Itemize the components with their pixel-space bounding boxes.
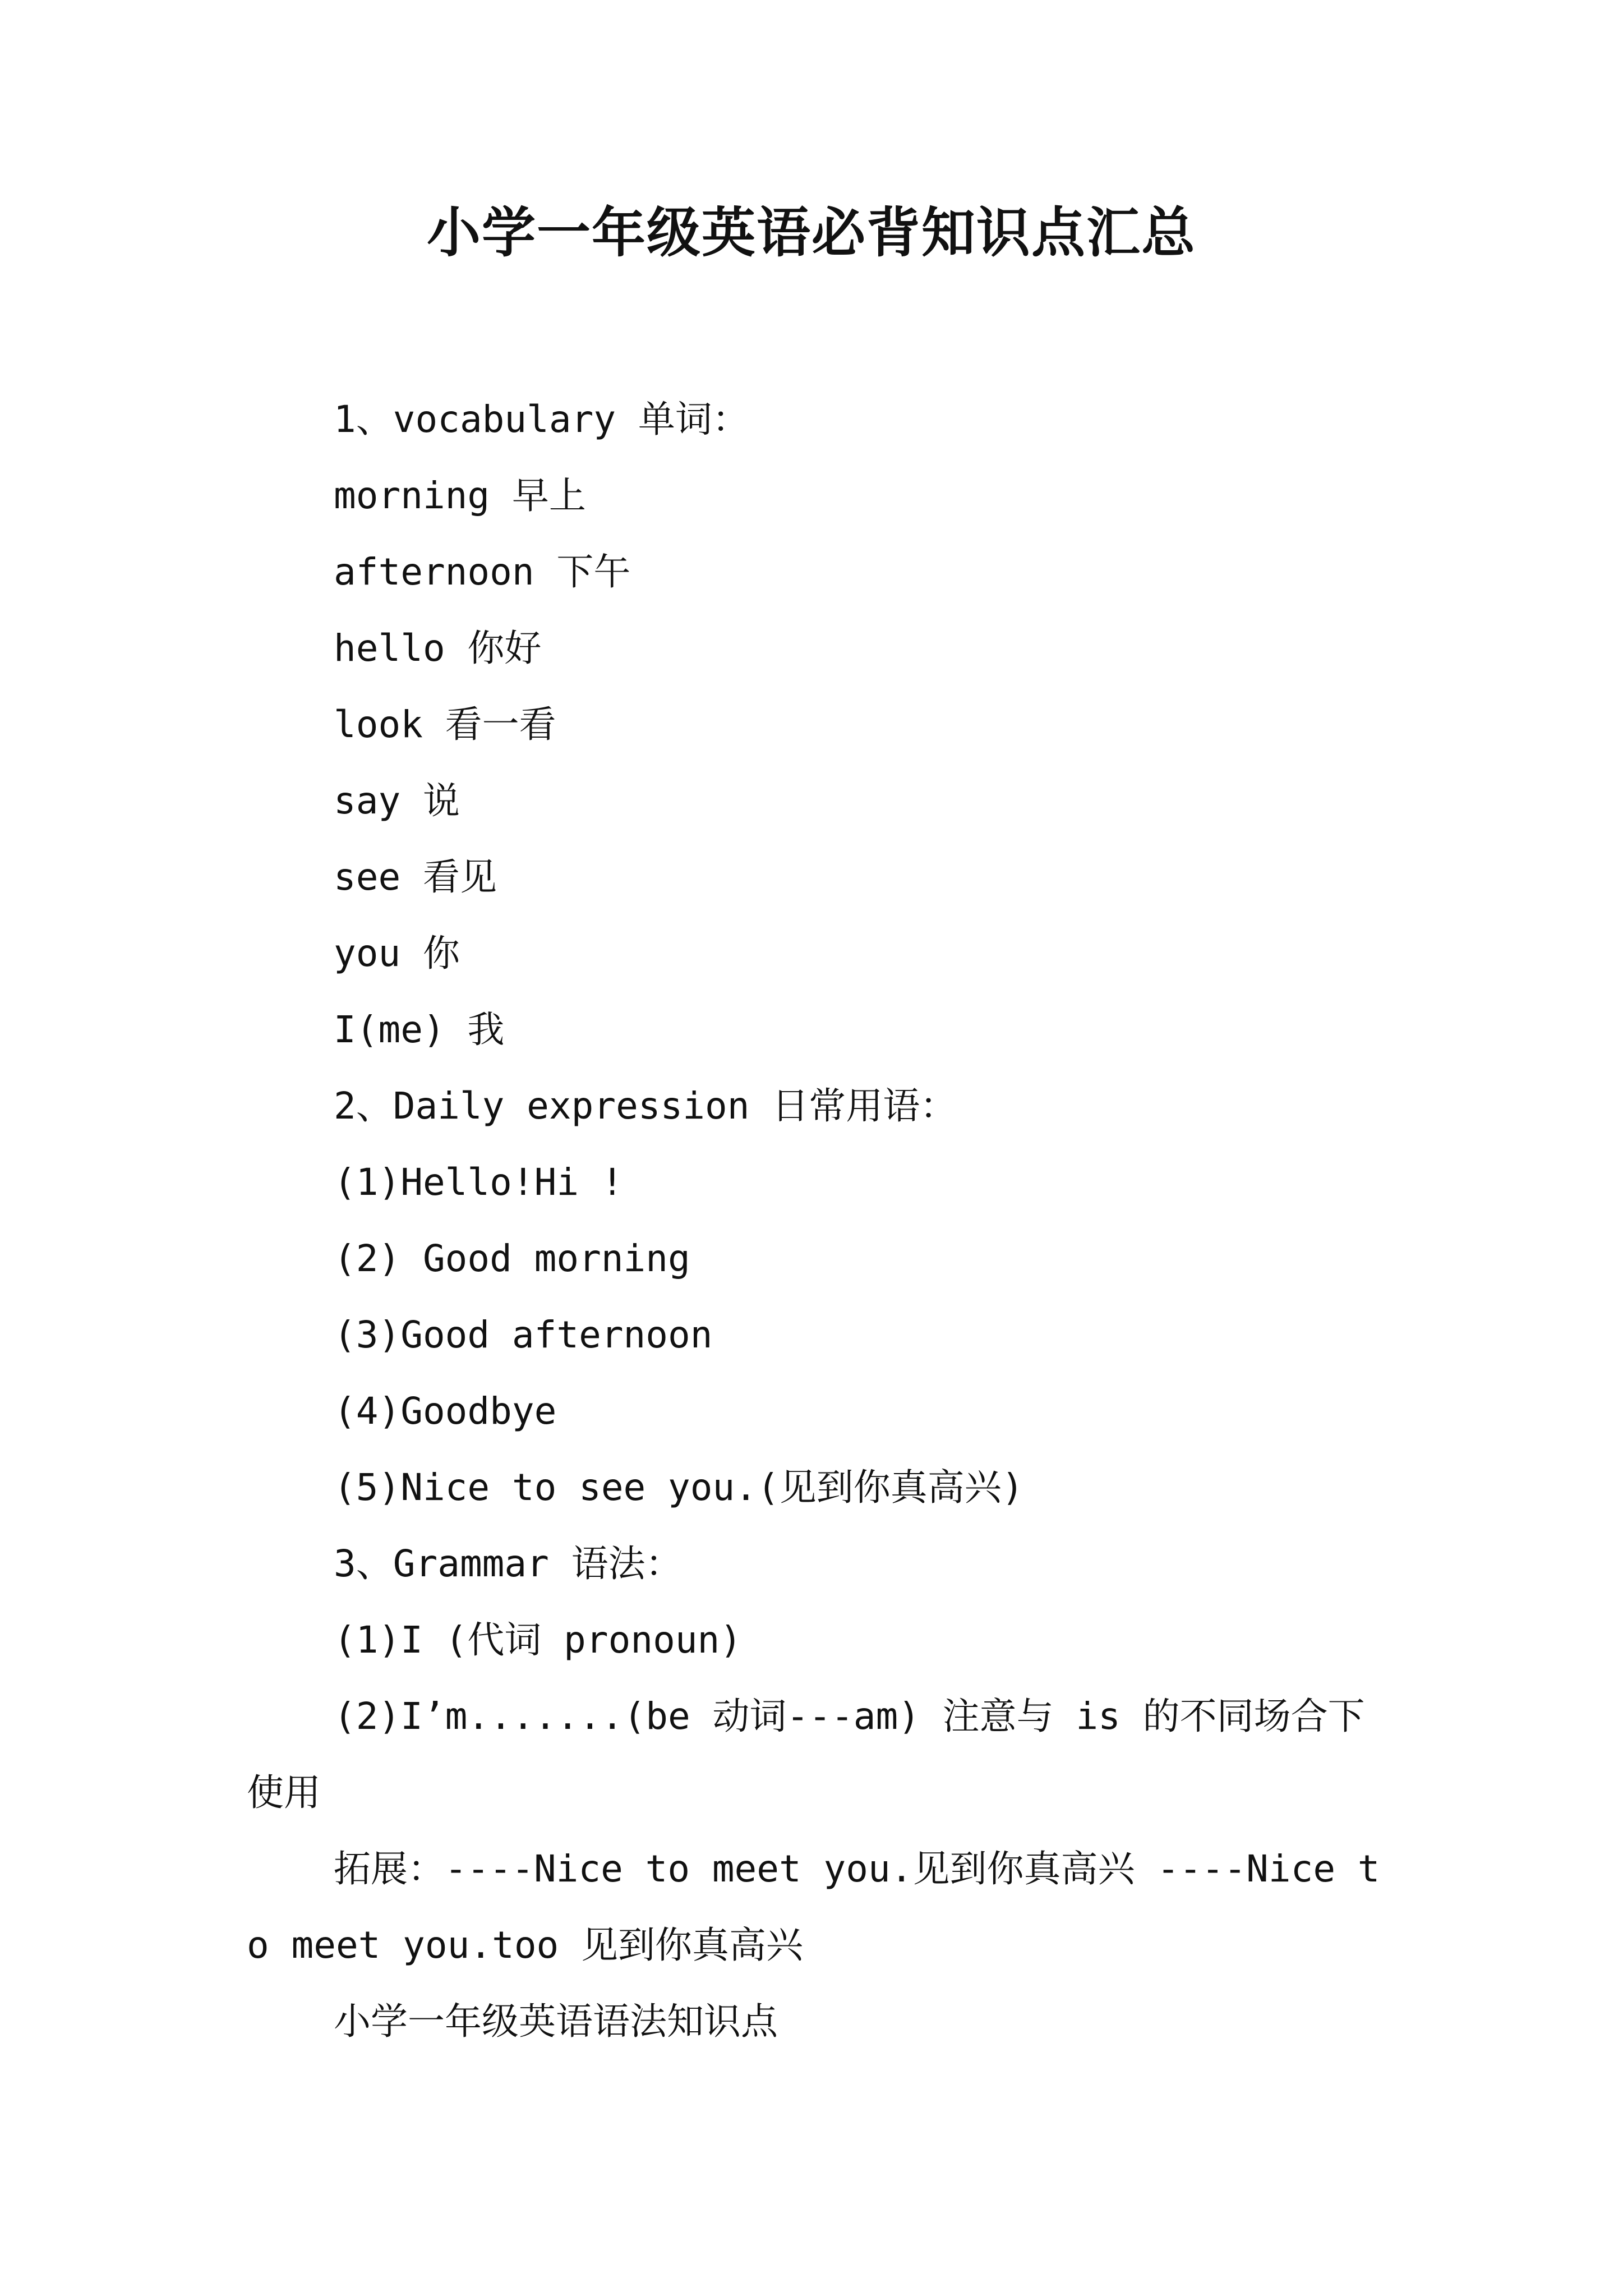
expression-item: (2) Good morning <box>334 1237 690 1280</box>
document-body <box>247 381 1385 2060</box>
section-heading-vocabulary: 1、vocabulary 单词： <box>334 398 749 441</box>
vocab-item: I(me) 我 <box>334 1008 505 1051</box>
grammar-item: (1)I (代词 pronoun) <box>334 1618 743 1662</box>
vocab-item: you 你 <box>334 932 460 975</box>
vocab-item: morning 早上 <box>334 474 586 517</box>
page-title: 小学一年级英语必背知识点汇总 <box>427 201 1196 264</box>
expression-item: (4)Goodbye <box>334 1389 557 1433</box>
section-heading-grammar: 3、Grammar 语法： <box>334 1542 683 1585</box>
expression-item: (1)Hello!Hi ! <box>334 1161 624 1204</box>
section-heading-daily-expression: 2、Daily expression 日常用语： <box>334 1084 957 1128</box>
vocab-item: see 看见 <box>334 855 497 899</box>
grammar-item-be-verb: (2)I’m.......(be 动词---am) 注意与 is 的不同场合下使用 <box>247 1695 1365 1814</box>
expression-item: (5)Nice to see you.(见到你真高兴) <box>334 1466 1024 1509</box>
vocab-item: hello 你好 <box>334 627 542 670</box>
vocab-item: afternoon 下午 <box>334 550 631 593</box>
section-heading-grammar-points: 小学一年级英语语法知识点 <box>334 2000 778 2043</box>
vocab-item: look 看一看 <box>334 703 556 746</box>
extension-paragraph: 拓展：----Nice to meet you.见到你真高兴 ----Nice to meet you.too 见到你真高兴 <box>247 1847 1380 1967</box>
expression-item: (3)Good afternoon <box>334 1313 713 1356</box>
vocab-item: say 说 <box>334 779 460 822</box>
